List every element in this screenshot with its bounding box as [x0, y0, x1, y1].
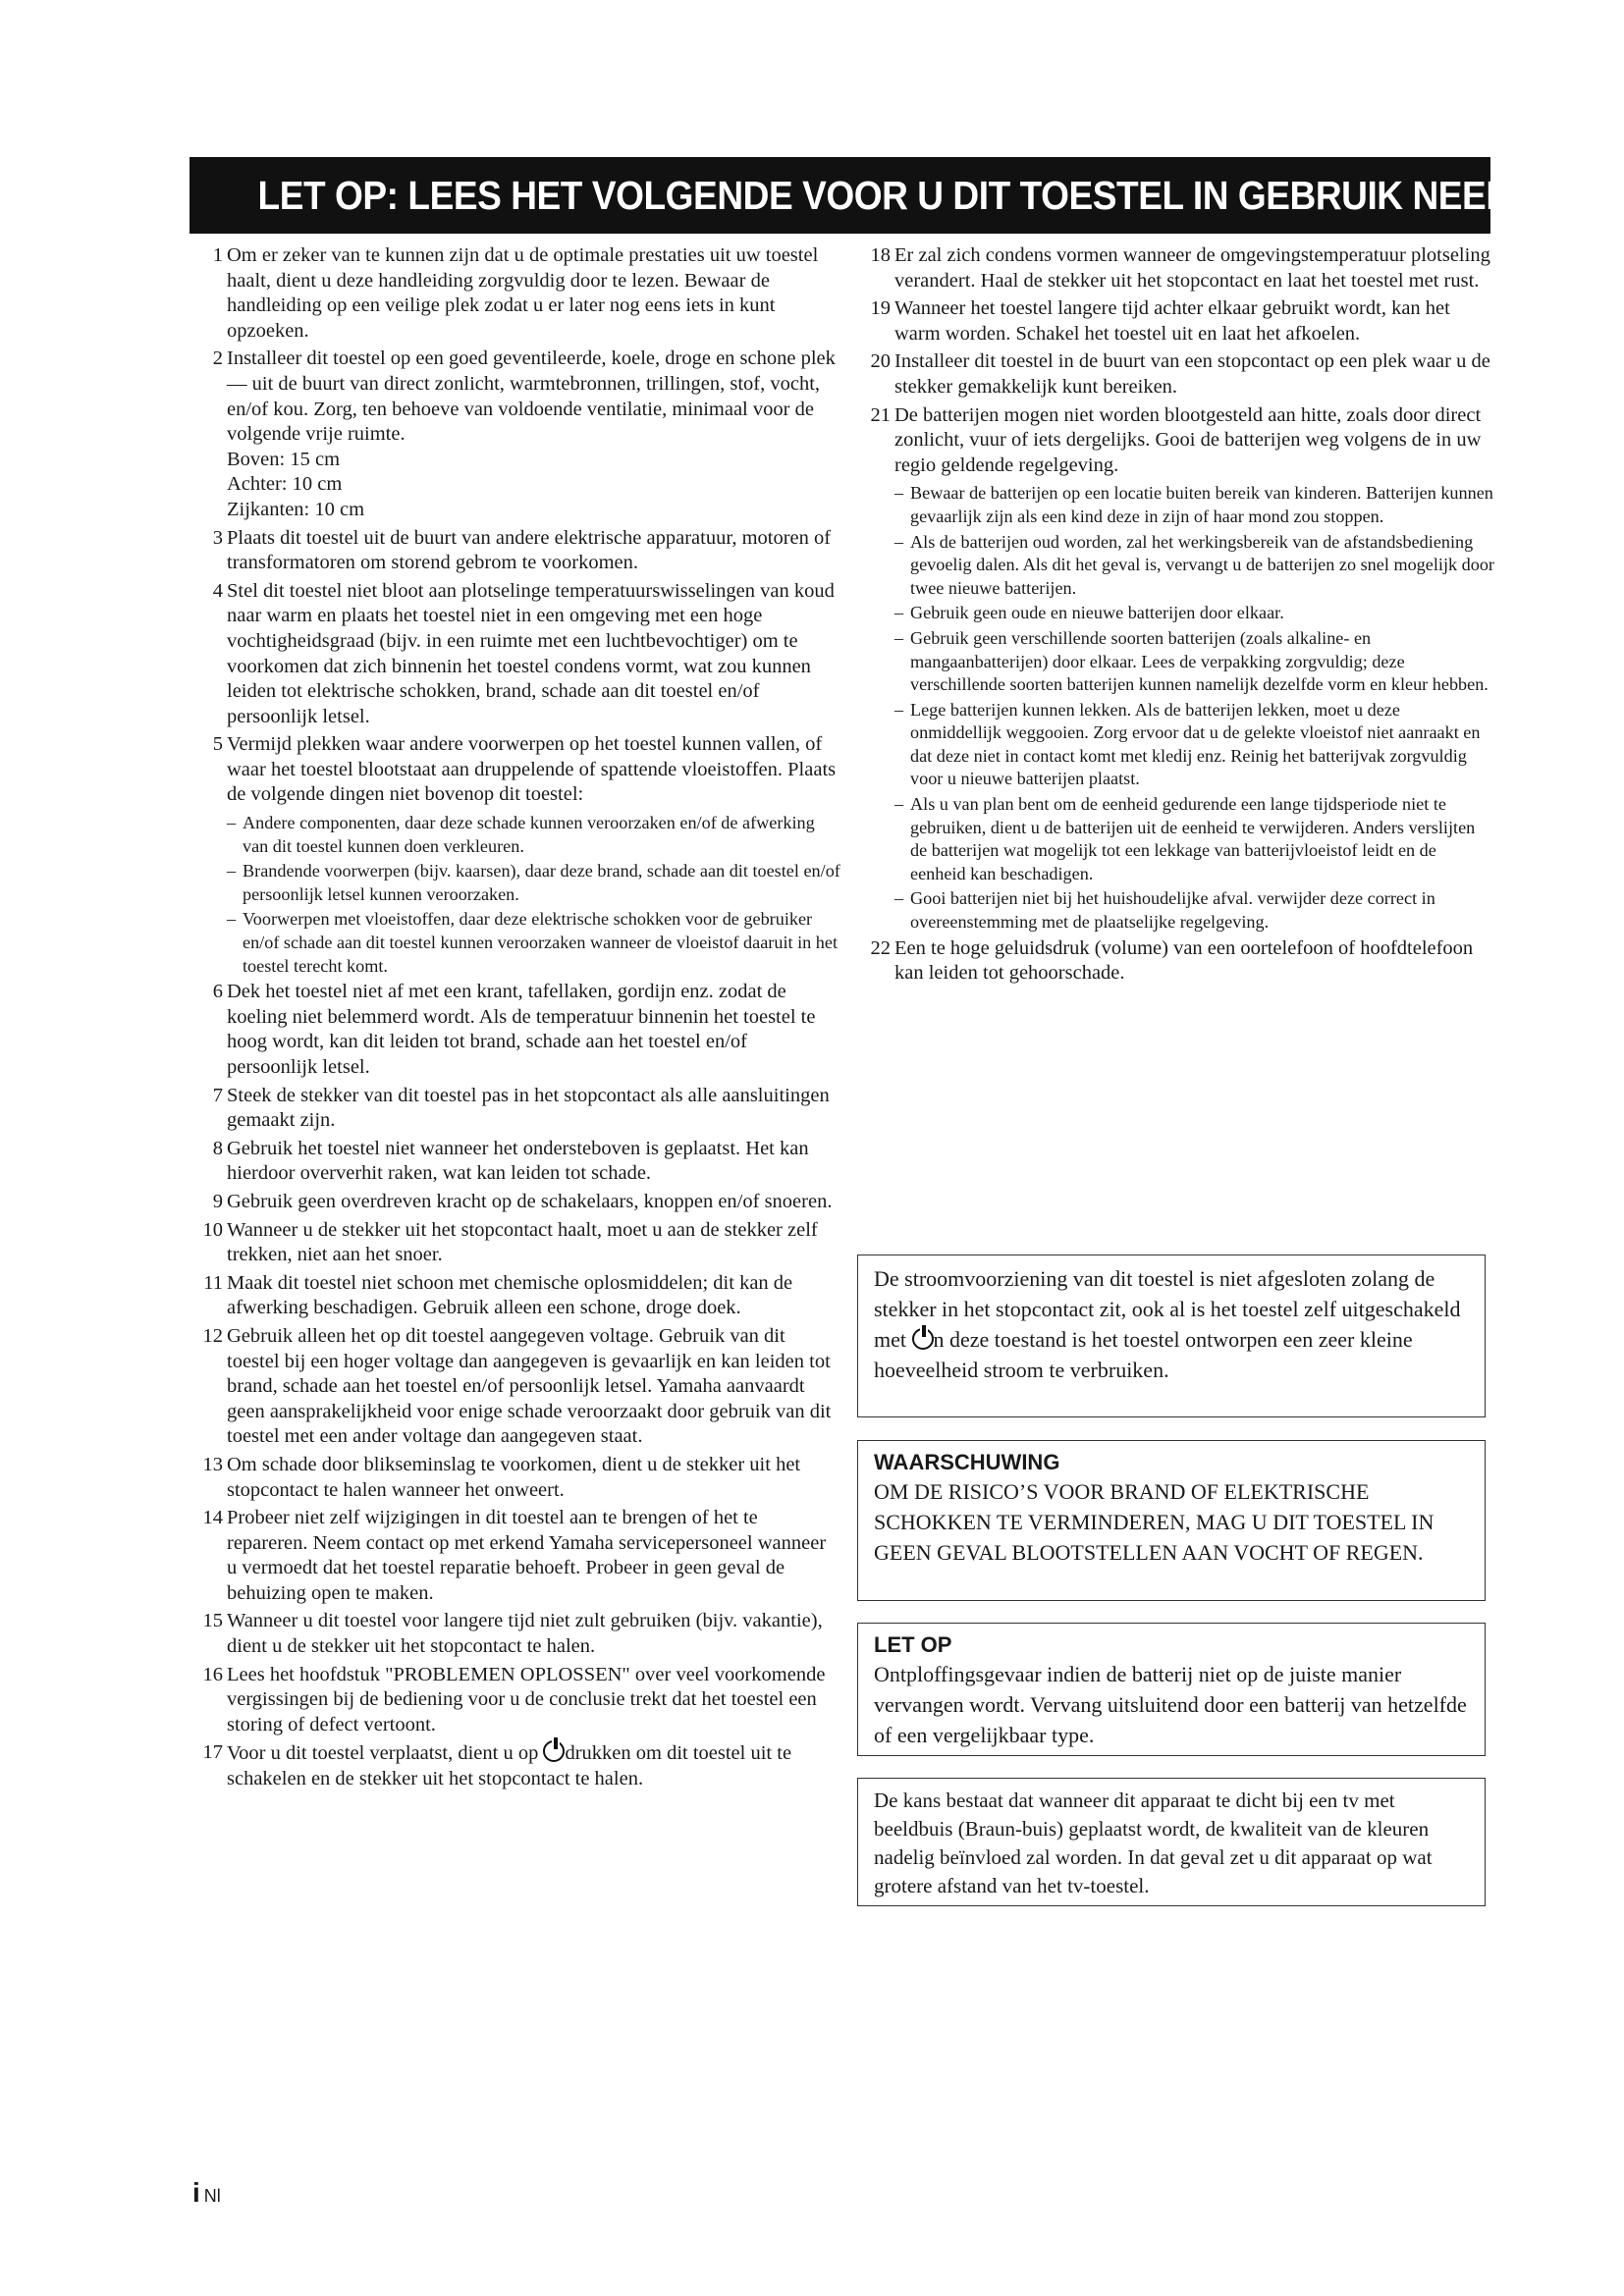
list-item — [189, 1663, 840, 1738]
list-item — [189, 579, 840, 730]
power-icon — [543, 1740, 565, 1762]
page-footer — [192, 2177, 221, 2209]
item-text: Vermijd plekken waar andere voorwerpen op het toestel kunnen vallen, of waar het toestel blootstaat aan druppelende of spattende vloeistoffen. Plaats de volgende dingen niet bovenop dit toestel: — [227, 733, 837, 806]
list-item — [189, 1740, 840, 1791]
warning-title: WAARSCHUWING — [874, 1450, 1060, 1474]
list-item — [189, 347, 840, 522]
power-notice-text-end: n deze toestand is het toestel ontworpen een zeer kleine hoeveelheid stroom te verbruiken. — [874, 1327, 1413, 1382]
item-text-part: Voor u dit toestel verplaatst, dient u op — [227, 1742, 539, 1765]
list-item — [857, 349, 1495, 400]
sub-item-text: Bewaar de batterijen op een locatie buiten bereik van kinderen. Batterijen kunnen gevaarlijk zijn als een kind deze in zijn of haar mond zou stoppen. — [910, 483, 1493, 526]
item-text: De batterijen mogen niet worden blootgesteld aan hitte, zoals door direct zonlicht, vuur of iets dergelijks. Gooi de batterijen weg volgens de in uw regio geldende regelgeving. — [894, 403, 1482, 476]
sub-item: – Gebruik geen verschillende soorten batterijen (zoals alkaline- en mangaanbatterijen) door elkaar. Lees de verpakking zorgvuldig; deze verschillende soorten batterijen kunnen namelijk dezelfde vorm en kleur hebben. — [894, 627, 1489, 695]
item-text: Om er zeker van te kunnen zijn dat u de optimale prestaties uit uw toestel haalt, dient u deze handleiding zorgvuldig door te lezen. Bewaar de handleiding op een veilige plek zodat u er later nog eens iets in kunt opzoeken. — [227, 244, 819, 342]
item-text: Wanneer u dit toestel voor langere tijd niet zult gebruiken (bijv. vakantie), dient u de stekker uit het stopcontact te halen. — [227, 1610, 823, 1658]
item-text — [227, 1740, 840, 1791]
power-notice-text: De stroomvoorziening van dit toestel is niet afgesloten zolang de stekker in het stopcontact zit, ook al is het toestel zelf uitgeschakeld met — [874, 1266, 1461, 1352]
item-number: 9 — [212, 1190, 223, 1212]
power-notice-box — [857, 1255, 1486, 1417]
sub-item-text: Gebruik geen verschillende soorten batterijen (zoals alkaline- en mangaanbatterijen) door elkaar. Lees de verpakking zorgvuldig; deze verschillende soorten batterijen kunnen namelijk dezelfde vorm en kleur hebben. — [910, 627, 1489, 695]
sub-list — [189, 812, 840, 978]
item-text: Steek de stekker van dit toestel pas in het stopcontact als alle aansluitingen gemaakt zijn. — [227, 1084, 830, 1132]
sub-item: – Brandende voorwerpen (bijv. kaarsen), daar deze brand, schade aan dit toestel en/of persoonlijk letsel kunnen veroorzaken. — [227, 861, 840, 904]
item-text: Gebruik geen overdreven kracht op de schakelaars, knoppen en/of snoeren. — [227, 1190, 833, 1212]
list-item — [189, 1084, 840, 1134]
clearance-list — [227, 448, 840, 523]
item-number: 15 — [202, 1610, 223, 1632]
language-code: Nl — [203, 2186, 221, 2206]
item-text: Installeer dit toestel in de buurt van een stopcontact op een plek waar u de stekker gemakkelijk kunt bereiken. — [894, 350, 1490, 398]
item-text-part: drukken om dit toestel uit te schakelen en de stekker uit het stopcontact te halen. — [227, 1742, 792, 1790]
item-number: 7 — [212, 1084, 223, 1106]
list-item — [189, 1137, 840, 1187]
item-number: 6 — [212, 981, 223, 1003]
item-number: 14 — [202, 1507, 223, 1529]
sub-item: – Gebruik geen oude en nieuwe batterijen door elkaar. — [894, 603, 1284, 623]
caution-box — [857, 1623, 1486, 1756]
list-item — [189, 1506, 840, 1606]
item-number: 19 — [870, 297, 891, 320]
item-text: Om schade door blikseminslag te voorkomen, dient u de stekker uit het stopcontact te halen wanneer het onweert. — [227, 1453, 801, 1501]
item-number: 20 — [870, 350, 891, 373]
sub-item-text: Als u van plan bent om de eenheid gedurende een lange tijdsperiode niet te gebruiken, dient u de batterijen uit de eenheid te verwijderen. Anders verslijten de batterijen wat mogelijk tot een lekkage van batterijvloeistof leidt en de eenheid kan beschadigen. — [910, 794, 1476, 883]
item-text: Plaats dit toestel uit de buurt van andere elektrische apparatuur, motoren of transformatoren om storend gebrom te voorkomen. — [227, 526, 832, 574]
list-item — [189, 980, 840, 1080]
sub-item-text: Gebruik geen oude en nieuwe batterijen door elkaar. — [910, 603, 1284, 623]
sub-item: – Gooi batterijen niet bij het huishoudelijke afval. verwijder deze correct in overeenstemming met de plaatselijke regelgeving. — [894, 888, 1435, 933]
clearance-sides: Zijkanten: 10 cm — [227, 498, 365, 520]
sub-item-text: Gooi batterijen niet bij het huishoudelijke afval. verwijder deze correct in overeenstemming met de plaatselijke regelgeving. — [910, 888, 1435, 933]
item-number: 8 — [212, 1137, 223, 1159]
item-number: 4 — [212, 579, 223, 602]
item-number: 10 — [202, 1218, 223, 1241]
sub-list — [857, 482, 1495, 934]
sub-item: – Als de batterijen oud worden, zal het werkingsbereik van de afstandsbediening gevoelig dalen. Als dit het geval is, vervangt u de batterijen zo snel mogelijk door twee nieuwe batterijen. — [894, 531, 1494, 598]
list-item — [189, 732, 840, 808]
sub-item-text: Andere componenten, daar deze schade kunnen veroorzaken en/of de afwerking van dit toestel kunnen doen verkleuren. — [243, 813, 815, 856]
sub-item-text: Lege batterijen kunnen lekken. Als de batterijen lekken, moet u deze onmiddellijk weggooien. Zorg ervoor dat u de gelekte vloeistof niet aanraakt en dat deze niet in contact komt met kledij enz. Reinig het batterijvak zorgvuldig voor u nieuwe batterijen plaatst. — [910, 699, 1481, 789]
item-text: Maak dit toestel niet schoon met chemische oplosmiddelen; dit kan de afwerking beschadigen. Gebruik alleen een schone, droge doek. — [227, 1271, 793, 1319]
caution-title: LET OP — [874, 1632, 952, 1657]
sub-item-text: Voorwerpen met vloeistoffen, daar deze elektrische schokken voor de gebruiker en/of schade aan dit toestel kunnen veroorzaken wanneer de vloeistof daaruit in het toestel terecht komt. — [243, 909, 839, 976]
item-text: Een te hoge geluidsdruk (volume) van een oortelefoon of hoofdtelefoon kan leiden tot gehoorschade. — [894, 936, 1474, 985]
page-title-banner: LET OP: LEES HET VOLGENDE VOOR U DIT TOESTEL IN GEBRUIK NEEMT. — [189, 157, 1490, 234]
sub-item: – Lege batterijen kunnen lekken. Als de batterijen lekken, moet u deze onmiddellijk weggooien. Zorg ervoor dat u de gelekte vloeistof niet aanraakt en dat deze niet in contact komt met kledij enz. Reinig het batterijvak zorgvuldig voor u nieuwe batterijen plaatst. — [894, 699, 1481, 789]
list-item — [857, 403, 1495, 479]
right-column — [857, 243, 1495, 989]
item-number: 3 — [212, 526, 223, 549]
tv-notice-text: De kans bestaat dat wanneer dit apparaat te dicht bij een tv met beeldbuis (Braun-buis) geplaatst wordt, de kwaliteit van de kleuren nadelig beïnvloed zal worden. In dat geval zet u dit apparaat op wat grotere afstand van het tv-toestel. — [874, 1789, 1433, 1897]
list-item — [189, 243, 840, 344]
list-item — [189, 1609, 840, 1659]
list-item — [857, 296, 1495, 347]
list-item — [189, 526, 840, 576]
item-number: 18 — [870, 244, 891, 266]
item-number: 16 — [202, 1663, 223, 1685]
item-text: Dek het toestel niet af met een krant, tafellaken, gordijn enz. zodat de koeling niet belemmerd wordt. Als de temperatuur binnenin het toestel te hoog wordt, kan dit leiden tot brand, schade aan het toestel en/of persoonlijk letsel. — [227, 981, 816, 1078]
list-item — [189, 1190, 840, 1215]
item-text: Wanneer het toestel langere tijd achter elkaar gebruikt wordt, kan het warm worden. Schakel het toestel uit en laat het afkoelen. — [894, 297, 1450, 345]
sub-item: – Andere componenten, daar deze schade kunnen veroorzaken en/of de afwerking van dit toestel kunnen doen verkleuren. — [227, 813, 815, 856]
item-number: 22 — [870, 936, 891, 959]
sub-item: – Bewaar de batterijen op een locatie buiten bereik van kinderen. Batterijen kunnen gevaarlijk zijn als een kind deze in zijn of haar mond zou stoppen. — [894, 483, 1493, 526]
item-text: Wanneer u de stekker uit het stopcontact haalt, moet u aan de stekker zelf trekken, niet aan het snoer. — [227, 1218, 818, 1266]
item-number: 13 — [202, 1453, 223, 1475]
sub-item: – Als u van plan bent om de eenheid gedurende een lange tijdsperiode niet te gebruiken, dient u de batterijen uit de eenheid te verwijderen. Anders verslijten de batterijen wat mogelijk tot een lekkage van batterijvloeistof leidt en de eenheid kan beschadigen. — [894, 794, 1476, 883]
tv-notice-box — [857, 1778, 1486, 1906]
warning-text: OM DE RISICO’S VOOR BRAND OF ELEKTRISCHE SCHOKKEN TE VERMINDEREN, MAG U DIT TOESTEL IN GEEN GEVAL BLOOTSTELLEN AAN VOCHT OF REGEN. — [874, 1479, 1435, 1565]
clearance-back: Achter: 10 cm — [227, 473, 343, 496]
item-number: 17 — [202, 1741, 223, 1764]
list-item — [189, 1218, 840, 1268]
sub-item: – Voorwerpen met vloeistoffen, daar deze elektrische schokken voor de gebruiker en/of schade aan dit toestel kunnen veroorzaken wanneer de vloeistof daaruit in het toestel terecht komt. — [227, 909, 839, 976]
caution-text: Ontploffingsgevaar indien de batterij niet op de juiste manier vervangen wordt. Vervang uitsluitend door een batterij van hetzelfde of een vergelijkbaar type. — [874, 1662, 1467, 1747]
warning-box — [857, 1440, 1486, 1601]
item-text: Lees het hoofdstuk "PROBLEMEN OPLOSSEN" over veel voorkomende vergissingen bij de bediening voor u de conclusie trekt dat het toestel een storing of defect vertoont. — [227, 1663, 826, 1735]
list-item — [189, 1453, 840, 1503]
item-text: Probeer niet zelf wijzigingen in dit toestel aan te brengen of het te repareren. Neem contact op met erkend Yamaha servicepersoneel wanneer u vermoedt dat het toestel reparatie behoeft. Probeer in geen geval de behuizing open te maken. — [227, 1507, 827, 1604]
item-text: Installeer dit toestel op een goed geventileerde, koele, droge en schone plek — uit de buurt van direct zonlicht, warmtebronnen, trillingen, stof, vocht, en/of kou. Zorg, ten behoeve van voldoende ventilatie, minimaal voor de volgende vrije ruimte. — [227, 347, 836, 446]
power-icon — [912, 1328, 934, 1350]
item-number: 1 — [212, 244, 223, 266]
item-number: 21 — [870, 403, 891, 426]
list-item — [857, 243, 1495, 294]
item-number: 5 — [212, 733, 223, 756]
item-text: Gebruik het toestel niet wanneer het ondersteboven is geplaatst. Het kan hierdoor oververhit raken, wat kan leiden tot schade. — [227, 1137, 809, 1185]
sub-item-text: Brandende voorwerpen (bijv. kaarsen), daar deze brand, schade aan dit toestel en/of persoonlijk letsel kunnen veroorzaken. — [243, 861, 840, 904]
item-text: Stel dit toestel niet bloot aan plotselinge temperatuurswisselingen van koud naar warm en plaats het toestel niet in een omgeving met een hoge vochtigheidsgraad (bijv. in een ruimte met een luchtbevochtiger) om te voorkomen dat zich binnenin het toestel condens vormt, wat zou kunnen leiden tot elektrische schokken, brand, schade aan dit toestel en/of persoonlijk letsel. — [227, 579, 835, 727]
sub-item-text: Als de batterijen oud worden, zal het werkingsbereik van de afstandsbediening gevoelig dalen. Als dit het geval is, vervangt u de batterijen zo snel mogelijk door twee nieuwe batterijen. — [910, 531, 1494, 598]
left-column — [189, 243, 840, 1795]
list-item — [189, 1271, 840, 1321]
page-number: i — [192, 2177, 200, 2208]
item-number: 12 — [202, 1324, 223, 1347]
clearance-top: Boven: 15 cm — [227, 448, 341, 470]
item-text: Gebruik alleen het op dit toestel aangegeven voltage. Gebruik van dit toestel bij een hoger voltage dan aangegeven is gevaarlijk en kan leiden tot brand, schade aan het toestel en/of persoonlijk letsel. Yamaha aanvaardt geen aansprakelijkheid voor enige schade veroorzaakt door gebruik van dit toestel met een ander voltage dan aangegeven staat. — [227, 1324, 832, 1448]
item-number: 11 — [203, 1271, 223, 1294]
list-item — [857, 936, 1495, 987]
item-number: 2 — [212, 347, 223, 370]
list-item — [189, 1324, 840, 1450]
item-text: Er zal zich condens vormen wanneer de omgevingstemperatuur plotseling verandert. Haal de stekker uit het stopcontact en laat het toestel met rust. — [894, 244, 1490, 292]
